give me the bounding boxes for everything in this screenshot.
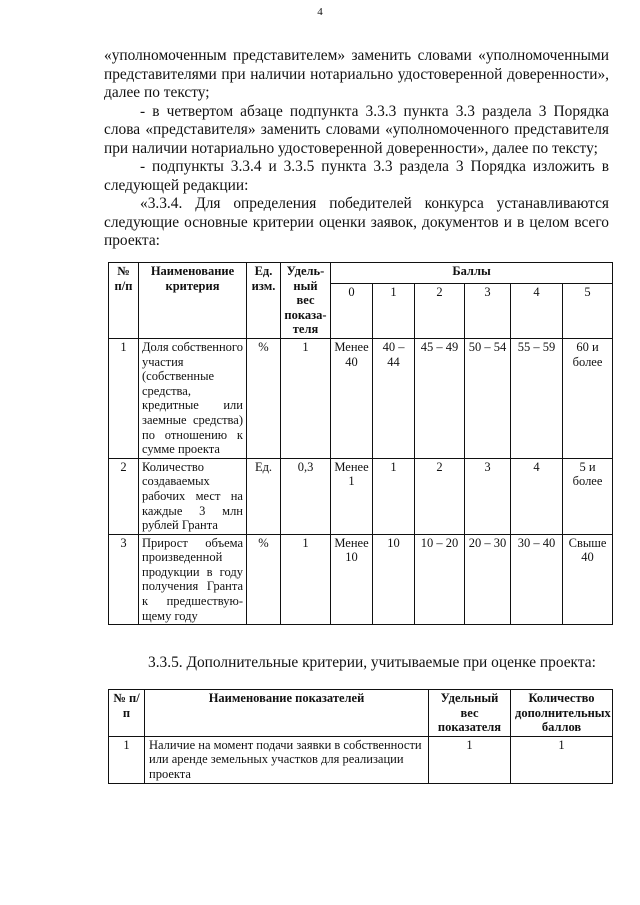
- score-cell: 50 – 54: [465, 338, 511, 458]
- header-weight: Удельный вес показателя: [429, 690, 511, 737]
- weight-cell: 1: [429, 736, 511, 783]
- score-cell: 4: [511, 458, 563, 534]
- row-num: 2: [109, 458, 139, 534]
- score-cell: 10: [373, 534, 415, 625]
- header-unit: Ед. изм.: [247, 263, 281, 339]
- header-num: № п/п: [109, 263, 139, 339]
- row-num: 1: [109, 736, 145, 783]
- paragraph: «3.3.4. Для определения победителей конкурса устанавливаются следующие основные критерии оценки заявок, документов и в целом всего проекта:: [104, 195, 609, 249]
- score-cell: Менее 40: [331, 338, 373, 458]
- table-row: [109, 736, 613, 783]
- criteria-table: [108, 262, 613, 625]
- paragraph: - подпункты 3.3.4 и 3.3.5 пункта 3.3 раздела 3 Порядка изложить в следующей редакции:: [104, 158, 609, 194]
- weight-cell: 1: [281, 534, 331, 625]
- table-row: [109, 338, 613, 458]
- table-row: [109, 534, 613, 625]
- criterion-name: Прирост объема произведенной продукции в году получения Гранта к предшествую-щему году: [139, 534, 247, 625]
- unit-cell: %: [247, 338, 281, 458]
- additional-criteria-table: [108, 689, 613, 784]
- score-level-5: 5: [563, 284, 613, 339]
- header-points: Количество дополнительных баллов: [511, 690, 613, 737]
- paragraph: - в четвертом абзаце подпункта 3.3.3 пункта 3.3 раздела 3 Порядка слова «представителя» заменить словами «уполномоченного представителя при наличии нотариально удостоверенной доверенности», далее по тексту;: [104, 102, 609, 157]
- score-cell: 10 – 20: [415, 534, 465, 625]
- score-level-3: 3: [465, 284, 511, 339]
- unit-cell: %: [247, 534, 281, 625]
- header-indicator: Наименование показателей: [145, 690, 429, 737]
- body-text: [104, 47, 609, 251]
- header-num: № п/п: [109, 690, 145, 737]
- table-row: [109, 458, 613, 534]
- weight-cell: 0,3: [281, 458, 331, 534]
- score-cell: 30 – 40: [511, 534, 563, 625]
- unit-cell: Ед.: [247, 458, 281, 534]
- score-cell: Менее 10: [331, 534, 373, 625]
- points-cell: 1: [511, 736, 613, 783]
- score-cell: 60 и более: [563, 338, 613, 458]
- score-cell: 40 – 44: [373, 338, 415, 458]
- score-level-2: 2: [415, 284, 465, 339]
- criterion-name: Количество создаваемых рабочих мест на каждые 3 млн рублей Гранта: [139, 458, 247, 534]
- weight-cell: 1: [281, 338, 331, 458]
- score-level-4: 4: [511, 284, 563, 339]
- score-cell: 55 – 59: [511, 338, 563, 458]
- header-weight: Удель-ный вес показа-теля: [281, 263, 331, 339]
- score-cell: 2: [415, 458, 465, 534]
- row-num: 3: [109, 534, 139, 625]
- score-cell: Менее 1: [331, 458, 373, 534]
- score-level-1: 1: [373, 284, 415, 339]
- score-cell: 45 – 49: [415, 338, 465, 458]
- criterion-name: Доля собственного участия (собственные средства, кредитные или заемные средства) по отношению к сумме проекта: [139, 338, 247, 458]
- score-level-0: 0: [331, 284, 373, 339]
- score-cell: Свыше 40: [563, 534, 613, 625]
- header-scores: Баллы: [331, 263, 613, 284]
- score-cell: 1: [373, 458, 415, 534]
- score-cell: 3: [465, 458, 511, 534]
- score-cell: 20 – 30: [465, 534, 511, 625]
- subheading: 3.3.5. Дополнительные критерии, учитываемые при оценке проекта:: [148, 654, 596, 671]
- indicator-name: Наличие на момент подачи заявки в собственности или аренде земельных участков для реализации проекта: [145, 736, 429, 783]
- page-number: 4: [317, 6, 323, 18]
- row-num: 1: [109, 338, 139, 458]
- header-criterion: Наименование критерия: [139, 263, 247, 339]
- score-cell: 5 и более: [563, 458, 613, 534]
- paragraph: «уполномоченным представителем» заменить словами «уполномоченными представителями при наличии нотариально удостоверенной доверенности», далее по тексту;: [104, 47, 609, 101]
